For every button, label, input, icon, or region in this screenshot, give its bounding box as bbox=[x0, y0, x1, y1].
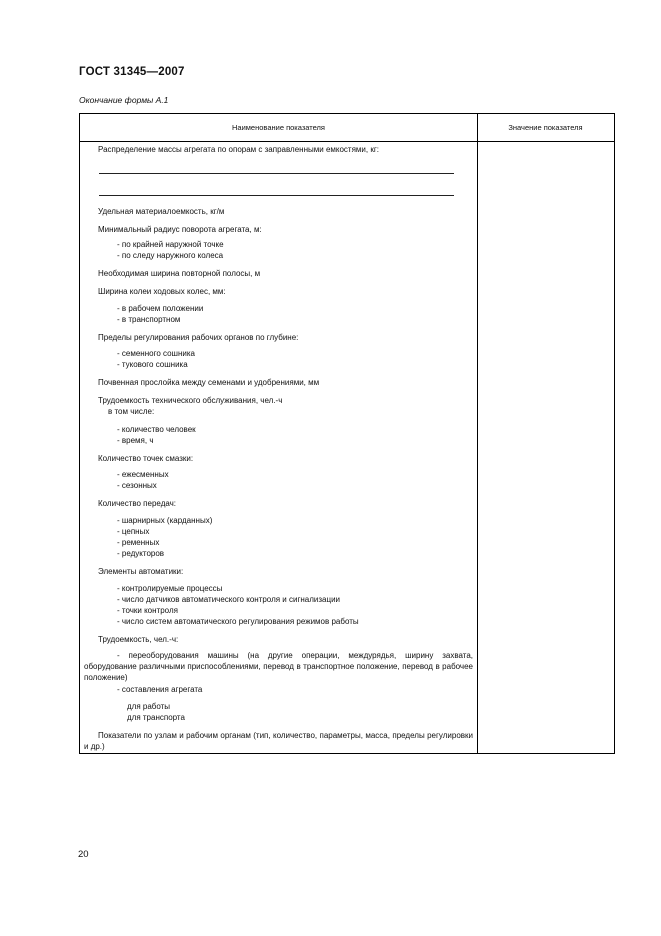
list-item: - в транспортном bbox=[117, 315, 181, 324]
row-lubrication-points: Количество точек смазки: bbox=[98, 454, 194, 463]
fill-in-line bbox=[99, 173, 454, 174]
list-item: - ежесменных bbox=[117, 470, 169, 479]
indicator-form-table bbox=[79, 113, 615, 754]
list-item: - по следу наружного колеса bbox=[117, 251, 224, 260]
row-depth-adjustment: Пределы регулирования рабочих органов по глубине: bbox=[98, 333, 299, 342]
list-item: - по крайней наружной точке bbox=[117, 240, 224, 249]
list-item: - точки контроля bbox=[117, 606, 178, 615]
column-header-value: Значение показателя bbox=[508, 123, 583, 132]
list-item: - время, ч bbox=[117, 436, 154, 445]
column-divider bbox=[477, 114, 478, 753]
list-item: - число датчиков автоматического контроля и сигнализации bbox=[117, 595, 341, 604]
row-material-intensity: Удельная материалоемкость, кг/м bbox=[98, 207, 225, 216]
row-including: в том числе: bbox=[108, 407, 155, 416]
row-maintenance-labor: Трудоемкость технического обслуживания, чел.-ч bbox=[98, 396, 283, 405]
column-header-name: Наименование показателя bbox=[232, 123, 325, 132]
fill-in-line bbox=[99, 195, 454, 196]
row-soil-layer: Почвенная прослойка между семенами и удобрениями, мм bbox=[98, 378, 320, 387]
row-labor-intensity: Трудоемкость, чел.-ч: bbox=[98, 635, 179, 644]
list-item: - в рабочем положении bbox=[117, 304, 204, 313]
row-automation-elements: Элементы автоматики: bbox=[98, 567, 184, 576]
row-mass-distribution: Распределение массы агрегата по опорам с заправленными емкостями, кг: bbox=[98, 145, 379, 154]
list-item: для транспорта bbox=[127, 713, 185, 722]
list-item: - цепных bbox=[117, 527, 150, 536]
row-transmissions: Количество передач: bbox=[98, 499, 177, 508]
list-item: - тукового сошника bbox=[117, 360, 188, 369]
list-item: - контролируемые процессы bbox=[117, 584, 223, 593]
page-number: 20 bbox=[78, 849, 89, 860]
row-turning-radius: Минимальный радиус поворота агрегата, м: bbox=[98, 225, 262, 234]
table-caption: Окончание формы А.1 bbox=[79, 95, 169, 105]
row-unit-indicators: Показатели по узлам и рабочим органам (тип, количество, параметры, масса, пределы регулировки и др.) bbox=[84, 731, 473, 752]
list-item: - сезонных bbox=[117, 481, 157, 490]
list-item: - составления агрегата bbox=[117, 685, 203, 694]
row-repeat-strip-width: Необходимая ширина повторной полосы, м bbox=[98, 269, 261, 278]
header-divider bbox=[80, 141, 614, 142]
list-item: - семенного сошника bbox=[117, 349, 195, 358]
list-item: для работы bbox=[127, 702, 171, 711]
list-item: - количество человек bbox=[117, 425, 196, 434]
list-item: - редукторов bbox=[117, 549, 165, 558]
list-item: - ременных bbox=[117, 538, 160, 547]
row-track-width: Ширина колеи ходовых колес, мм: bbox=[98, 287, 226, 296]
list-item: - число систем автоматического регулирования режимов работы bbox=[117, 617, 359, 626]
document-header: ГОСТ 31345—2007 bbox=[79, 66, 185, 78]
list-item: - шарнирных (карданных) bbox=[117, 516, 213, 525]
row-reequipment: - переоборудования машины (на другие операции, междурядья, ширину захвата, оборудование различными приспособлениями, перевод в транспортное положение, перевод в рабочее положение) bbox=[84, 651, 473, 683]
